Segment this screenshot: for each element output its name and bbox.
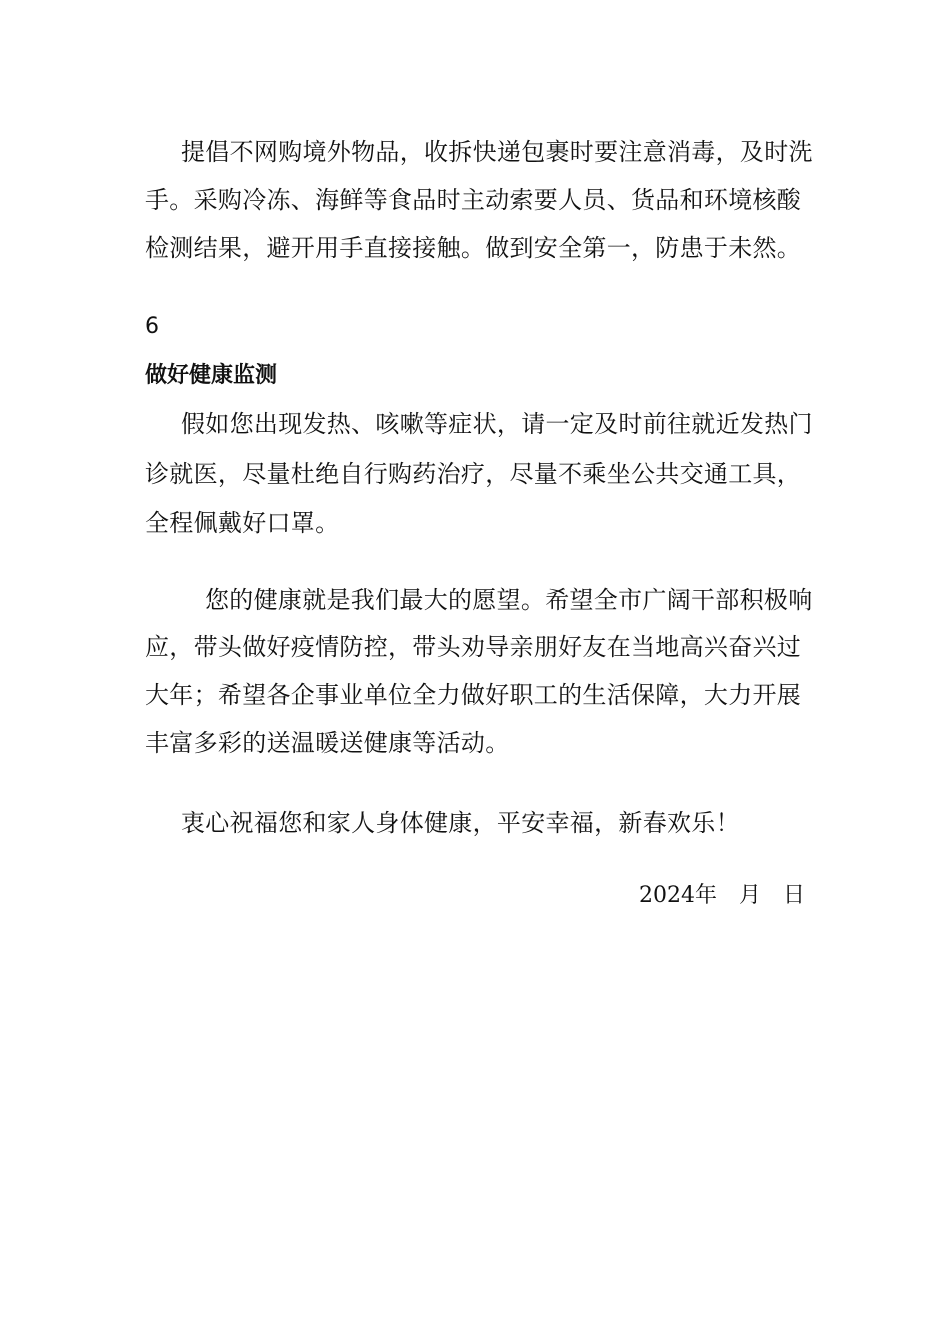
wish-paragraph-line-3: 大年；希望各企事业单位全力做好职工的生活保障，大力开展 [145, 681, 802, 709]
wish-paragraph-line-4: 丰富多彩的送温暖送健康等活动。 [145, 729, 510, 757]
section-6-line-1: 假如您出现发热、咳嗽等症状，请一定及时前往就近发热门 [181, 410, 813, 438]
paragraph-1-line-2: 手。采购冷冻、海鲜等食品时主动索要人员、货品和环境核酸 [145, 186, 802, 214]
wish-paragraph-line-1: 您的健康就是我们最大的愿望。希望全市广阔干部积极响 [205, 586, 813, 614]
section-6-line-3: 全程佩戴好口罩。 [145, 509, 340, 537]
section-number: 6 [145, 314, 159, 339]
section-6-line-2: 诊就医，尽量杜绝自行购药治疗，尽量不乘坐公共交通工具， [145, 460, 802, 488]
signature-date: 2024年 月 日 [639, 883, 805, 908]
closing-greeting: 衷心祝福您和家人身体健康，平安幸福，新春欢乐！ [181, 809, 740, 837]
section-title: 做好健康监测 [145, 363, 278, 388]
wish-paragraph-line-2: 应，带头做好疫情防控，带头劝导亲朋好友在当地高兴奋兴过 [145, 633, 802, 661]
paragraph-1-line-1: 提倡不网购境外物品，收拆快递包裹时要注意消毒，及时洗 [181, 138, 813, 166]
paragraph-1-line-3: 检测结果，避开用手直接接触。做到安全第一，防患于未然。 [145, 234, 802, 262]
